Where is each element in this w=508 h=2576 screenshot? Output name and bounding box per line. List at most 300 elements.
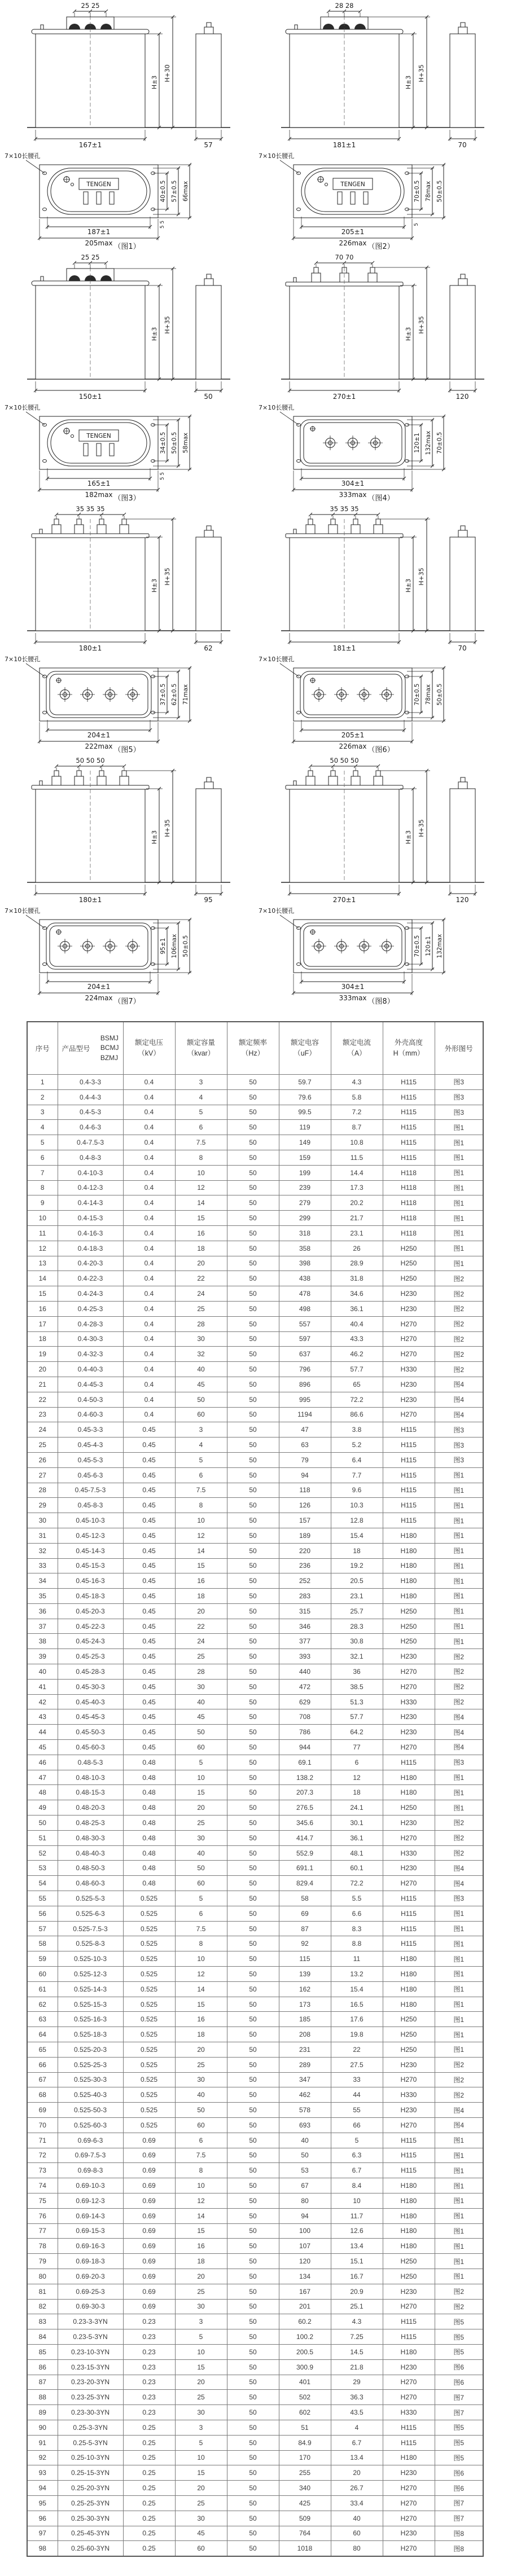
cell: 0.48-20-3 <box>58 1800 123 1815</box>
cell: 207.3 <box>279 1785 331 1800</box>
cell: 318 <box>279 1225 331 1241</box>
cell: 14.5 <box>331 2344 383 2359</box>
cell: 10 <box>175 2344 227 2359</box>
svg-text:（图4）: （图4） <box>367 494 395 503</box>
cell: 20 <box>331 2465 383 2481</box>
cell: 图7 <box>435 2511 483 2526</box>
cell: 0.25-15-3YN <box>58 2465 123 2481</box>
cell: 340 <box>279 2481 331 2496</box>
cell: H270 <box>383 2541 435 2556</box>
cell: H330 <box>383 2405 435 2420</box>
cell: 60 <box>175 1407 227 1422</box>
cell: 0.69 <box>123 2193 175 2208</box>
table-row <box>27 2284 483 2299</box>
cell: 0.525 <box>123 1997 175 2012</box>
svg-text:226max: 226max <box>339 239 367 247</box>
column-header-6: 额定电容 （uF） <box>279 1022 331 1075</box>
cell: 50 <box>227 2465 279 2481</box>
cell: 95 <box>27 2495 58 2511</box>
cell: 30 <box>175 2511 227 2526</box>
table-row <box>27 1679 483 1694</box>
cell: 50 <box>227 1407 279 1422</box>
svg-text:270±1: 270±1 <box>332 393 356 401</box>
cell: 50 <box>227 2057 279 2072</box>
cell: 0.525 <box>123 1967 175 1982</box>
cell: 20 <box>175 2269 227 2284</box>
cell: 12 <box>175 1180 227 1195</box>
cell: 0.4 <box>123 1256 175 1271</box>
cell: H180 <box>383 1589 435 1604</box>
cell: 0.45-4-3 <box>58 1438 123 1453</box>
cell: 48.1 <box>331 1845 383 1861</box>
cell: 50 <box>227 2027 279 2042</box>
cell: 44 <box>331 2087 383 2103</box>
cell: H180 <box>383 2223 435 2239</box>
cell: 24 <box>27 1422 58 1438</box>
cell: 图1 <box>435 1498 483 1513</box>
cell: 图8 <box>435 2541 483 2556</box>
cell: 0.23 <box>123 2314 175 2329</box>
cell: 图1 <box>435 2208 483 2223</box>
table-row <box>27 2420 483 2435</box>
cell: 16 <box>175 1225 227 1241</box>
cell: 0.45 <box>123 1634 175 1649</box>
cell: 0.23 <box>123 2375 175 2390</box>
cell: 50 <box>27 1815 58 1831</box>
cell: 167 <box>279 2284 331 2299</box>
cell: 0.525 <box>123 1891 175 1906</box>
cell: 0.48-10-3 <box>58 1770 123 1785</box>
cell: 50 <box>227 2117 279 2133</box>
cell: 398 <box>279 1256 331 1271</box>
cell: 0.69-8-3 <box>58 2163 123 2178</box>
cell: 0.69-20-3 <box>58 2269 123 2284</box>
cell: 50 <box>227 1740 279 1755</box>
cell: H115 <box>383 1438 435 1453</box>
cell: 25 <box>175 2057 227 2072</box>
cell: 87 <box>279 1921 331 1936</box>
cell: 图2 <box>435 1347 483 1362</box>
cell: 50 <box>227 1483 279 1498</box>
table-row <box>27 1649 483 1664</box>
cell: 50 <box>227 1316 279 1331</box>
cell: 50 <box>227 1392 279 1407</box>
cell: 283 <box>279 1589 331 1604</box>
cell: 24.1 <box>331 1800 383 1815</box>
cell: 0.4-45-3 <box>58 1377 123 1392</box>
cell: 图1 <box>435 1921 483 1936</box>
cell: 50 <box>227 1619 279 1634</box>
svg-text:150±1: 150±1 <box>78 393 102 401</box>
cell: 59.7 <box>279 1075 331 1090</box>
table-row <box>27 1815 483 1831</box>
table-row <box>27 1422 483 1438</box>
cell: 图1 <box>435 1619 483 1634</box>
cell: 252 <box>279 1573 331 1589</box>
svg-text:70±0.5: 70±0.5 <box>414 180 421 203</box>
cell: 25 <box>175 1815 227 1831</box>
cell: 30.8 <box>331 1634 383 1649</box>
cell: 图7 <box>435 2495 483 2511</box>
cell: 0.48 <box>123 1800 175 1815</box>
cell: 51 <box>27 1830 58 1845</box>
cell: 10.3 <box>331 1498 383 1513</box>
cell: H180 <box>383 1558 435 1573</box>
cell: H270 <box>383 2299 435 2314</box>
table-row <box>27 2314 483 2329</box>
cell: 36.3 <box>331 2390 383 2405</box>
svg-text:50±0.5: 50±0.5 <box>436 683 443 706</box>
cell: 236 <box>279 1558 331 1573</box>
cell: 图5 <box>435 2314 483 2329</box>
cell: 0.525 <box>123 1936 175 1951</box>
cell: 26.7 <box>331 2481 383 2496</box>
cell: 67 <box>279 2178 331 2193</box>
cell: 26 <box>27 1452 58 1467</box>
cell: 0.25-60-3YN <box>58 2541 123 2556</box>
table-row <box>27 2042 483 2058</box>
cell: 50 <box>227 1951 279 1967</box>
cell: 0.23 <box>123 2359 175 2375</box>
cell: 14 <box>175 1195 227 1211</box>
cell: 图1 <box>435 2163 483 2178</box>
table-row <box>27 2511 483 2526</box>
cell: 4 <box>175 1089 227 1105</box>
cell: 0.45-10-3 <box>58 1513 123 1528</box>
cell: H180 <box>383 2344 435 2359</box>
cell: 70 <box>27 2117 58 2133</box>
cell: 30 <box>175 1679 227 1694</box>
table-row <box>27 2299 483 2314</box>
cell: 0.45 <box>123 1543 175 1558</box>
cell: 6.3 <box>331 2148 383 2163</box>
svg-text:H±3: H±3 <box>405 75 412 90</box>
cell: 0.69 <box>123 2208 175 2223</box>
cell: 81 <box>27 2284 58 2299</box>
table-row <box>27 1694 483 1709</box>
svg-text:50: 50 <box>204 393 213 401</box>
cell: H180 <box>383 1573 435 1589</box>
cell: 0.48-25-3 <box>58 1815 123 1831</box>
cell: 279 <box>279 1195 331 1211</box>
cell: 12 <box>175 1528 227 1543</box>
cell: 0.525 <box>123 2042 175 2058</box>
cell: H270 <box>383 1407 435 1422</box>
cell: 0.525-50-3 <box>58 2103 123 2118</box>
table-row <box>27 1558 483 1573</box>
cell: 61 <box>27 1981 58 1997</box>
cell: 0.45 <box>123 1603 175 1619</box>
svg-text:204±1: 204±1 <box>87 983 111 991</box>
cell: 25 <box>175 2284 227 2299</box>
cell: 22 <box>175 1271 227 1286</box>
cell: 8 <box>175 1150 227 1165</box>
cell: H330 <box>383 2087 435 2103</box>
cell: 8.3 <box>331 1921 383 1936</box>
table-row <box>27 1316 483 1331</box>
cell: 11.7 <box>331 2208 383 2223</box>
cell: 14 <box>175 1543 227 1558</box>
cell: 315 <box>279 1603 331 1619</box>
cell: 52 <box>27 1845 58 1861</box>
cell: 6 <box>175 1120 227 1135</box>
cell: 0.23 <box>123 2329 175 2345</box>
cell: 0.45-5-3 <box>58 1452 123 1467</box>
svg-text:（图7）: （图7） <box>113 997 141 1006</box>
cell: 图1 <box>435 2254 483 2269</box>
cell: 0.4 <box>123 1211 175 1226</box>
cell: 16.7 <box>331 2269 383 2284</box>
cell: 20 <box>175 2042 227 2058</box>
cell: 0.23 <box>123 2344 175 2359</box>
cell: 157 <box>279 1513 331 1528</box>
cell: 图1 <box>435 2239 483 2254</box>
cell: 图3 <box>435 1438 483 1453</box>
cell: 图3 <box>435 1075 483 1090</box>
cell: 0.69-30-3 <box>58 2299 123 2314</box>
cell: 0.525 <box>123 1951 175 1967</box>
svg-text:95±1: 95±1 <box>160 938 167 955</box>
cell: 图1 <box>435 1120 483 1135</box>
cell: 10 <box>175 1513 227 1528</box>
cell: 79.6 <box>279 1089 331 1105</box>
cell: 50 <box>227 1075 279 1090</box>
cell: 9 <box>27 1195 58 1211</box>
cell: H115 <box>383 1089 435 1105</box>
svg-text:7×10长腰孔: 7×10长腰孔 <box>5 404 41 411</box>
cell: 0.48 <box>123 1830 175 1845</box>
table-row <box>27 1725 483 1740</box>
cell: 10 <box>27 1211 58 1226</box>
table-row <box>27 2269 483 2284</box>
cell: 图1 <box>435 2133 483 2148</box>
table-row <box>27 1286 483 1302</box>
cell: 377 <box>279 1634 331 1649</box>
cell: 16 <box>175 2012 227 2027</box>
cell: 0.23-25-3YN <box>58 2390 123 2405</box>
cell: 24 <box>175 1634 227 1649</box>
figure-4 <box>254 252 508 503</box>
cell: H270 <box>383 1331 435 1347</box>
cell: 50 <box>227 1438 279 1453</box>
cell: 0.69-6-3 <box>58 2133 123 2148</box>
table-row <box>27 2405 483 2420</box>
cell: 41 <box>27 1679 58 1694</box>
table-row <box>27 1573 483 1589</box>
cell: 46.2 <box>331 1347 383 1362</box>
svg-text:181±1: 181±1 <box>332 141 356 149</box>
cell: 50 <box>227 2223 279 2239</box>
table-row <box>27 1997 483 2012</box>
cell: 629 <box>279 1694 331 1709</box>
cell: H115 <box>383 2163 435 2178</box>
cell: 118 <box>279 1483 331 1498</box>
cell: 276.5 <box>279 1800 331 1815</box>
cell: H180 <box>383 1997 435 2012</box>
cell: H180 <box>383 2193 435 2208</box>
cell: 0.4 <box>123 1075 175 1090</box>
cell: H250 <box>383 1619 435 1634</box>
cell: 18 <box>331 1543 383 1558</box>
cell: 50 <box>227 2390 279 2405</box>
cell: 56 <box>27 1906 58 1921</box>
cell: 50 <box>227 1861 279 1876</box>
svg-text:333max: 333max <box>339 491 367 499</box>
cell: 图1 <box>435 1165 483 1180</box>
cell: 图6 <box>435 2481 483 2496</box>
svg-text:H±3: H±3 <box>151 327 158 341</box>
cell: 39 <box>27 1649 58 1664</box>
cell: 0.45 <box>123 1498 175 1513</box>
cell: 10 <box>331 2193 383 2208</box>
svg-text:28 28: 28 28 <box>335 2 354 10</box>
cell: 602 <box>279 2405 331 2420</box>
cell: 30 <box>175 1830 227 1845</box>
cell: 42 <box>27 1694 58 1709</box>
cell: 50 <box>227 1634 279 1649</box>
cell: H115 <box>383 1150 435 1165</box>
cell: 47 <box>279 1422 331 1438</box>
cell: 图4 <box>435 2117 483 2133</box>
cell: 0.4 <box>123 1120 175 1135</box>
cell: 图4 <box>435 1725 483 1740</box>
cell: 0.525-60-3 <box>58 2117 123 2133</box>
cell: 0.25 <box>123 2435 175 2450</box>
svg-text:H±3: H±3 <box>151 830 158 845</box>
spec-table-head <box>27 1022 483 1075</box>
cell: 0.45 <box>123 1619 175 1634</box>
cell: 0.525-7.5-3 <box>58 1921 123 1936</box>
cell: 10 <box>175 1951 227 1967</box>
cell: 50 <box>227 1664 279 1680</box>
table-row <box>27 1800 483 1815</box>
svg-text:5: 5 <box>414 223 419 226</box>
cell: 21.8 <box>331 2359 383 2375</box>
cell: 75 <box>27 2193 58 2208</box>
cell: 393 <box>279 1649 331 1664</box>
cell: 6 <box>175 1467 227 1483</box>
cell: 944 <box>279 1740 331 1755</box>
cell: 11.5 <box>331 1150 383 1165</box>
cell: 0.69-16-3 <box>58 2239 123 2254</box>
cell: 图4 <box>435 1876 483 1891</box>
cell: H230 <box>383 1301 435 1316</box>
cell: H115 <box>383 1452 435 1467</box>
cell: 0.4 <box>123 1301 175 1316</box>
cell: 图1 <box>435 2042 483 2058</box>
cell: 图1 <box>435 1967 483 1982</box>
cell: 50 <box>227 2435 279 2450</box>
svg-text:50±0.5: 50±0.5 <box>171 432 178 454</box>
figure-2 <box>254 0 508 252</box>
cell: 0.4 <box>123 1241 175 1256</box>
table-row <box>27 1135 483 1150</box>
table-row <box>27 1120 483 1135</box>
cell: 29 <box>27 1498 58 1513</box>
cell: 图1 <box>435 1906 483 1921</box>
cell: 358 <box>279 1241 331 1256</box>
cell: 50 <box>227 1694 279 1709</box>
cell: 图1 <box>435 1150 483 1165</box>
column-header-7: 额定电流 （A） <box>331 1022 383 1075</box>
cell: 0.525-14-3 <box>58 1981 123 1997</box>
cell: H250 <box>383 1800 435 1815</box>
cell: 26 <box>331 1241 383 1256</box>
cell: 50 <box>227 1725 279 1740</box>
cell: 438 <box>279 1271 331 1286</box>
cell: 0.525 <box>123 2087 175 2103</box>
cell: 0.525-6-3 <box>58 1906 123 1921</box>
svg-text:304±1: 304±1 <box>341 983 365 991</box>
svg-text:H±3: H±3 <box>151 578 158 593</box>
cell: 64.2 <box>331 1725 383 1740</box>
table-row <box>27 1619 483 1634</box>
cell: 图1 <box>435 1211 483 1226</box>
cell: H230 <box>383 1649 435 1664</box>
svg-text:120±1: 120±1 <box>414 433 421 453</box>
figure-7 <box>0 755 254 1006</box>
cell: 50 <box>227 2012 279 2027</box>
cell: 92 <box>279 1936 331 1951</box>
cell: 0.69-10-3 <box>58 2178 123 2193</box>
svg-text:TENGEN: TENGEN <box>340 181 365 188</box>
svg-text:304±1: 304±1 <box>341 480 365 487</box>
cell: 20 <box>175 2375 227 2390</box>
svg-text:205max: 205max <box>85 239 113 247</box>
cell: 50 <box>227 1120 279 1135</box>
cell: 0.525-30-3 <box>58 2072 123 2087</box>
cell: 0.4 <box>123 1105 175 1120</box>
cell: 5.8 <box>331 1089 383 1105</box>
table-row <box>27 2481 483 2496</box>
cell: 5 <box>27 1135 58 1150</box>
cell: 23.1 <box>331 1225 383 1241</box>
cell: 图4 <box>435 1377 483 1392</box>
table-row <box>27 2375 483 2390</box>
cell: 346 <box>279 1619 331 1634</box>
svg-text:187±1: 187±1 <box>87 228 111 236</box>
cell: 21.7 <box>331 1211 383 1226</box>
cell: 0.25-45-3YN <box>58 2526 123 2541</box>
table-row <box>27 1467 483 1483</box>
cell: 0.45 <box>123 1467 175 1483</box>
cell: 6.7 <box>331 2163 383 2178</box>
figure-svg-2 <box>254 0 508 252</box>
cell: 图1 <box>435 1573 483 1589</box>
cell: 85 <box>27 2344 58 2359</box>
svg-text:7×10长腰孔: 7×10长腰孔 <box>259 656 295 663</box>
table-row <box>27 2329 483 2345</box>
cell: H115 <box>383 1075 435 1090</box>
cell: 40 <box>175 1362 227 1377</box>
svg-text:（图6）: （图6） <box>367 746 395 754</box>
cell: 0.525-16-3 <box>58 2012 123 2027</box>
column-header-5: 额定频率 （Hz） <box>227 1022 279 1075</box>
cell: 18 <box>175 1241 227 1256</box>
cell: 0.4-40-3 <box>58 1362 123 1377</box>
cell: 597 <box>279 1331 331 1347</box>
svg-text:H+35: H+35 <box>418 64 425 82</box>
cell: 578 <box>279 2103 331 2118</box>
table-row <box>27 1347 483 1362</box>
cell: H180 <box>383 1967 435 1982</box>
cell: 0.25 <box>123 2495 175 2511</box>
cell: H115 <box>383 2133 435 2148</box>
cell: 10 <box>175 1165 227 1180</box>
cell: 45 <box>175 2526 227 2541</box>
table-row <box>27 2103 483 2118</box>
cell: 8 <box>27 1180 58 1195</box>
